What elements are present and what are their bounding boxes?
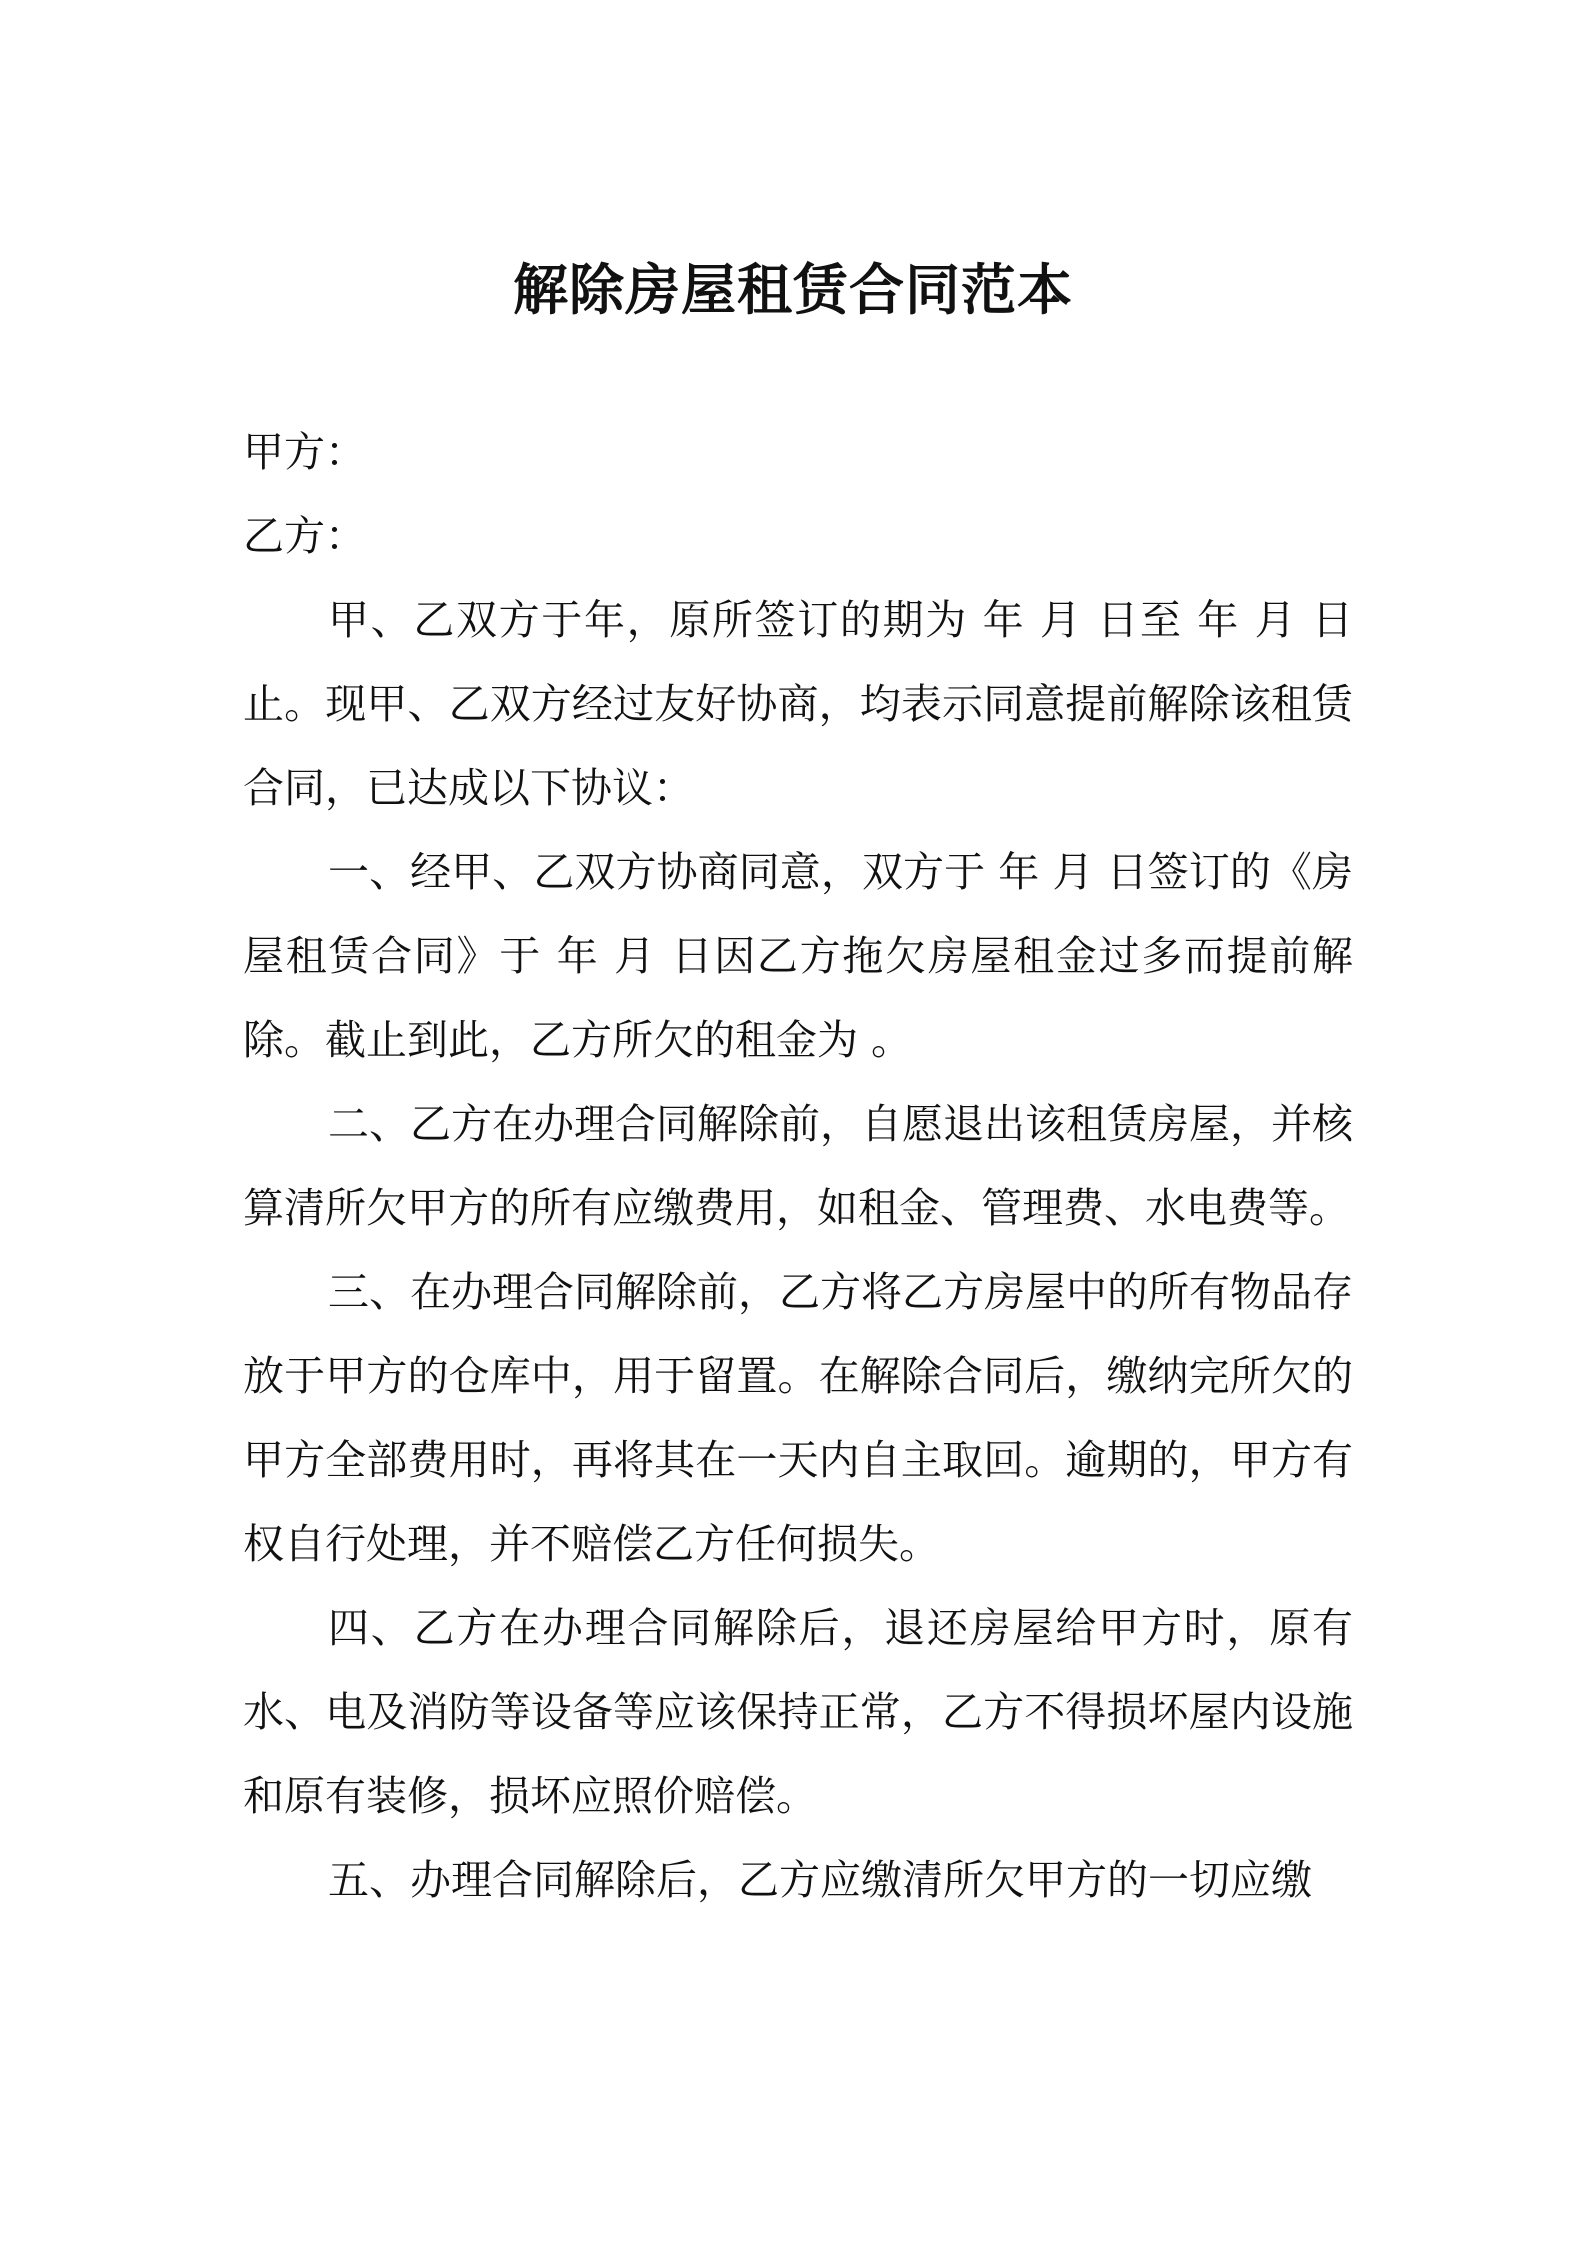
paragraph-clause-2: 二、乙方在办理合同解除前，自愿退出该租赁房屋，并核算清所欠甲方的所有应缴费用，如租金、管理费、水电费等。 [243,1100,1353,1232]
party-b-label: 乙方： [243,512,366,560]
document-title: 解除房屋租赁合同范本 [512,258,1073,322]
paragraph-intro: 甲、乙双方于年，原所签订的期为 年 月 日至 年 月 日止。现甲、乙双方经过友好协商，均表示同意提前解除该租赁合同，已达成以下协议： [243,596,1353,812]
paragraph-clause-4: 四、乙方在办理合同解除后，退还房屋给甲方时，原有水、电及消防等设备等应该保持正常，乙方不得损坏屋内设施和原有装修，损坏应照价赔偿。 [243,1604,1353,1820]
party-a-label: 甲方： [243,428,366,476]
document-body [243,410,1353,1922]
paragraph-clause-3: 三、在办理合同解除前，乙方将乙方房屋中的所有物品存放于甲方的仓库中，用于留置。在解除合同后，缴纳完所欠的甲方全部费用时，再将其在一天内自主取回。逾期的，甲方有权自行处理，并不赔偿乙方任何损失。 [243,1268,1353,1568]
paragraph-clause-5: 五、办理合同解除后，乙方应缴清所欠甲方的一切应缴 [328,1856,1312,1904]
paragraph-clause-1: 一、经甲、乙双方协商同意，双方于 年 月 日签订的《房屋租赁合同》于 年 月 日因乙方拖欠房屋租金过多而提前解除。截止到此，乙方所欠的租金为 。 [243,848,1353,1064]
